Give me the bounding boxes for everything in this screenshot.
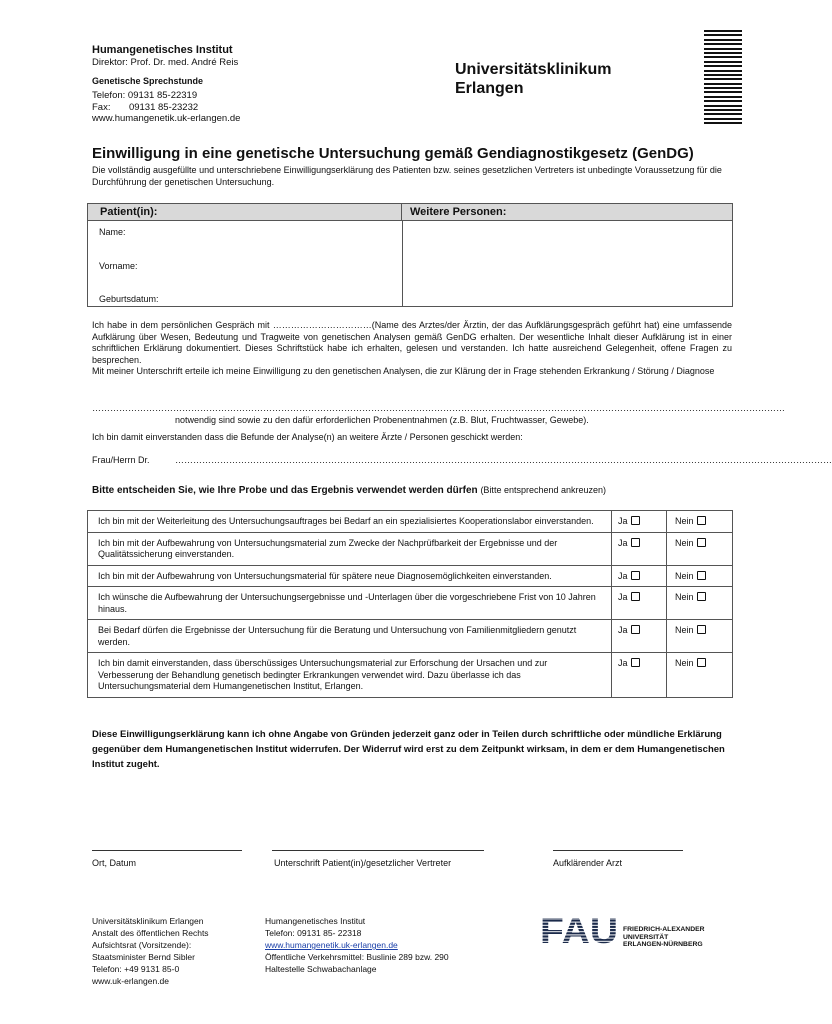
phone-line: Telefon: 09131 85-22319 xyxy=(92,90,198,101)
birthdate-field[interactable]: Geburtsdatum: xyxy=(99,294,159,304)
footer-left-line: Anstalt des öffentlichen Rechts xyxy=(92,928,209,938)
no-checkbox[interactable] xyxy=(697,658,706,667)
no-checkbox[interactable] xyxy=(697,538,706,547)
option-text: Ich bin mit der Aufbewahrung von Untersuchungsmaterial für spätere neue Diagnosemöglichkeiten einverstanden. xyxy=(88,565,612,587)
yes-option[interactable] xyxy=(612,532,667,565)
place-date-label: Ort, Datum xyxy=(92,858,137,868)
recipient-fill-line[interactable]: ………………………………………………………………………………………………………………………………………………………………………………………………… xyxy=(175,455,832,465)
no-label: Nein xyxy=(675,658,694,668)
forward-consent-text: Ich bin damit einverstanden dass die Befunde der Analyse(n) an weitere Ärzte / Personen geschickt werden: xyxy=(92,432,523,442)
fau-line-2: UNIVERSITÄT xyxy=(623,933,669,941)
consent-paragraph-2: Mit meiner Unterschrift erteile ich meine Einwilligung zu den genetischen Analysen, die zur Klärung der in Frage stehenden Erkrankung / Störung / Diagnose xyxy=(92,366,715,376)
option-text: Ich wünsche die Aufbewahrung der Untersuchungsergebnisse und -Unterlagen über die vorgeschriebene Frist von 10 Jahren hinaus. xyxy=(88,587,612,620)
footer-mid-line: Haltestelle Schwabachanlage xyxy=(265,964,377,974)
firstname-field[interactable]: Vorname: xyxy=(99,261,138,271)
no-checkbox[interactable] xyxy=(697,592,706,601)
footer-institute-info xyxy=(265,915,449,975)
choices-heading-text: Bitte entscheiden Sie, wie Ihre Probe und das Ergebnis verwendet werden dürfen xyxy=(92,485,478,496)
patient-header: Patient(in): xyxy=(88,204,402,221)
no-option[interactable] xyxy=(667,532,733,565)
option-text: Ich bin mit der Aufbewahrung von Untersuchungsmaterial zum Zwecke der Nachprüfbarkeit der Ergebnisse und der Qualitätssicherung einverstanden. xyxy=(88,532,612,565)
place-date-line[interactable] xyxy=(92,850,242,851)
stripes-logo-icon xyxy=(704,30,742,120)
yes-option[interactable] xyxy=(612,620,667,653)
no-label: Nein xyxy=(675,592,694,602)
fau-logo-text: FAU xyxy=(540,910,618,951)
footer-website-link[interactable]: www.humangenetik.uk-erlangen.de xyxy=(265,940,398,950)
institute-name: Humangenetisches Institut xyxy=(92,44,233,56)
option-row xyxy=(88,565,733,587)
director-line: Direktor: Prof. Dr. med. André Reis xyxy=(92,57,239,68)
diagnosis-fill-line[interactable]: …………………………………………………………………………………………………………………………………………………………………………………………………………… xyxy=(92,403,785,413)
option-row xyxy=(88,653,733,698)
yes-checkbox[interactable] xyxy=(631,538,640,547)
no-option[interactable] xyxy=(667,511,733,533)
yes-label: Ja xyxy=(618,592,628,602)
yes-label: Ja xyxy=(618,658,628,668)
fau-line-1: FRIEDRICH-ALEXANDER xyxy=(623,926,705,933)
logo-line-2: Erlangen xyxy=(455,80,524,97)
fau-name xyxy=(623,926,705,949)
no-checkbox[interactable] xyxy=(697,625,706,634)
recipient-label: Frau/Herrn Dr. xyxy=(92,455,150,465)
yes-option[interactable] xyxy=(612,653,667,698)
option-text: Bei Bedarf dürfen die Ergebnisse der Untersuchung für die Beratung und Untersuchung von Familienmitgliedern genutzt werden. xyxy=(88,620,612,653)
options-table xyxy=(87,510,733,698)
yes-label: Ja xyxy=(618,537,628,548)
footer-left-line: Staatsminister Bernd Sibler xyxy=(92,952,195,962)
logo-line-1: Universitätsklinikum xyxy=(455,61,612,78)
option-text: Ich bin mit der Weiterleitung des Untersuchungsauftrages bei Bedarf an ein spezialisiertes Kooperationslabor einverstanden. xyxy=(88,511,612,533)
no-checkbox[interactable] xyxy=(697,571,706,580)
no-option[interactable] xyxy=(667,653,733,698)
option-row xyxy=(88,532,733,565)
yes-label: Ja xyxy=(618,570,628,581)
consent-paragraph-1: Ich habe in dem persönlichen Gespräch mit ……………………………(Name des Arztes/der Ärztin, der das Aufklärungsgespräch geführt hat) eine umfassende Aufklärung über Wesen, Bedeutung und Tragweite von genetischen Analysen gemäß GenDG erhalten. Der wesentliche Inhalt dieser Aufklärung ist in einer schriftlichen Erklärung dokumentiert. Dieses Schriftstück habe ich erhalten, gelesen und verstanden. Ich hatte ausreichend Gelegenheit, offene Fragen zu besprechen. xyxy=(92,320,732,365)
fau-logo-icon xyxy=(540,910,618,951)
no-label: Nein xyxy=(675,570,694,581)
name-field[interactable]: Name: xyxy=(99,227,126,237)
doctor-signature-label: Aufklärender Arzt xyxy=(553,858,623,868)
website-line: www.humangenetik.uk-erlangen.de xyxy=(92,113,241,124)
university-hospital-logo-text xyxy=(455,60,612,98)
no-label: Nein xyxy=(675,625,694,635)
choices-heading xyxy=(92,485,606,496)
yes-label: Ja xyxy=(618,516,628,526)
no-label: Nein xyxy=(675,516,694,526)
yes-checkbox[interactable] xyxy=(631,625,640,634)
other-persons-header: Weitere Personen: xyxy=(402,204,732,221)
no-option[interactable] xyxy=(667,565,733,587)
option-text: Ich bin damit einverstanden, dass überschüssiges Untersuchungsmaterial zur Erforschung der Ursachen und zur Verbesserung der Behandlung genetisch bedingter Erkrankungen verwendet wird. Dazu überlasse ich das Untersuchungsmaterial dem Humangenetischen Institut, Erlangen. xyxy=(88,653,612,698)
option-row xyxy=(88,620,733,653)
patient-signature-label: Unterschrift Patient(in)/gesetzlicher Vertreter xyxy=(274,858,452,868)
sample-note: notwendig sind sowie zu den dafür erforderlichen Probenentnahmen (z.B. Blut, Fruchtwasser, Gewebe). xyxy=(175,415,589,425)
footer-left-line: Universitätsklinikum Erlangen xyxy=(92,916,204,926)
footer-mid-line: Humangenetisches Institut xyxy=(265,916,366,926)
option-row xyxy=(88,511,733,533)
yes-option[interactable] xyxy=(612,587,667,620)
yes-label: Ja xyxy=(618,625,628,635)
option-row xyxy=(88,587,733,620)
no-option[interactable] xyxy=(667,620,733,653)
footer-mid-line: Telefon: 09131 85- 22318 xyxy=(265,928,362,938)
no-checkbox[interactable] xyxy=(697,516,706,525)
footer-hospital-info xyxy=(92,915,209,987)
document-title: Einwilligung in eine genetische Untersuchung gemäß Gendiagnostikgesetz (GenDG) xyxy=(92,145,694,162)
yes-option[interactable] xyxy=(612,565,667,587)
doctor-signature-line[interactable] xyxy=(553,850,683,851)
institute-header xyxy=(92,43,240,125)
yes-checkbox[interactable] xyxy=(631,516,640,525)
department-name: Genetische Sprechstunde xyxy=(92,76,204,86)
document-intro: Die vollständig ausgefüllte und unterschriebene Einwilligungserklärung des Patienten bzw. seines gesetzlichen Vertreters ist unbedingte Voraussetzung für die Durchführung der genetischen Untersuchung. xyxy=(92,165,722,187)
fau-line-3: ERLANGEN-NÜRNBERG xyxy=(623,941,703,949)
yes-checkbox[interactable] xyxy=(631,658,640,667)
revocation-text: Diese Einwilligungserklärung kann ich ohne Angabe von Gründen jederzeit ganz oder in Teilen durch schriftliche oder mündliche Erklärung gegenüber dem Humangenetischen Institut widerrufen. Der Widerruf wird erst zu dem Zeitpunkt wirksam, in dem er dem Humangenetischen Institut zugeht. xyxy=(92,729,725,770)
footer-left-line: www.uk-erlangen.de xyxy=(92,976,170,986)
patient-table xyxy=(87,203,733,307)
footer-mid-line: Öffentliche Verkehrsmittel: Buslinie 289 bzw. 290 xyxy=(265,952,449,962)
patient-signature-line[interactable] xyxy=(272,850,484,851)
choices-heading-note: (Bitte entsprechend ankreuzen) xyxy=(480,485,607,495)
yes-checkbox[interactable] xyxy=(631,571,640,580)
yes-checkbox[interactable] xyxy=(631,592,640,601)
fax-line: Fax: 09131 85-23232 xyxy=(92,101,199,113)
footer-left-line: Telefon: +49 9131 85-0 xyxy=(92,964,180,974)
consent-text xyxy=(92,320,732,378)
other-persons-field[interactable] xyxy=(403,222,732,306)
no-option[interactable] xyxy=(667,587,733,620)
no-label: Nein xyxy=(675,537,694,548)
yes-option[interactable] xyxy=(612,511,667,533)
footer-left-line: Aufsichtsrat (Vorsitzende): xyxy=(92,940,192,950)
